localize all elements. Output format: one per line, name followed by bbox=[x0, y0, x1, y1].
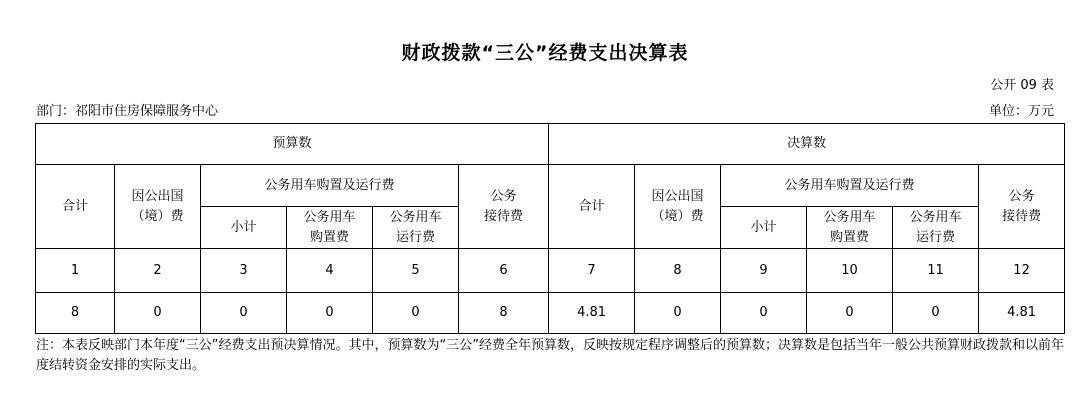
table-row bbox=[36, 293, 1065, 334]
value-cell: 0 bbox=[807, 293, 893, 334]
index-cell: 12 bbox=[979, 249, 1065, 293]
budget-vehicle-group-header: 公务用车购置及运行费 bbox=[201, 165, 459, 207]
index-cell: 5 bbox=[373, 249, 459, 293]
final-operation-header: 公务用车 运行费 bbox=[893, 207, 979, 249]
budget-operation-header: 公务用车 运行费 bbox=[373, 207, 459, 249]
index-cell: 1 bbox=[36, 249, 115, 293]
footnote: 注：本表反映部门本年度“三公”经费支出预决算情况。其中，预算数为“三公”经费全年预算数，反映按规定程序调整后的预算数；决算数是包括当年一般公共预算财政拨款和以前年度结转资金安排的实际支出。 bbox=[36, 338, 1064, 373]
value-cell: 0 bbox=[287, 293, 373, 334]
page-title: 财政拨款“三公”经费支出决算表 bbox=[401, 42, 689, 64]
budget-subtotal-header: 小计 bbox=[201, 207, 287, 249]
index-cell: 10 bbox=[807, 249, 893, 293]
expense-table bbox=[35, 123, 1065, 334]
index-cell: 8 bbox=[635, 249, 721, 293]
value-cell: 8 bbox=[459, 293, 549, 334]
budget-purchase-header: 公务用车 购置费 bbox=[287, 207, 373, 249]
index-cell: 11 bbox=[893, 249, 979, 293]
value-cell: 8 bbox=[36, 293, 115, 334]
form-number: 公开 09 表 bbox=[990, 78, 1054, 93]
index-cell: 2 bbox=[115, 249, 201, 293]
index-cell: 4 bbox=[287, 249, 373, 293]
table-header-row bbox=[36, 165, 1065, 207]
final-reception-header: 公务 接待费 bbox=[979, 165, 1065, 249]
final-abroad-header: 因公出国 （境）费 bbox=[635, 165, 721, 249]
final-subtotal-header: 小计 bbox=[721, 207, 807, 249]
value-cell: 0 bbox=[893, 293, 979, 334]
value-cell: 0 bbox=[373, 293, 459, 334]
final-header: 决算数 bbox=[549, 124, 1065, 165]
value-cell: 4.81 bbox=[549, 293, 635, 334]
final-vehicle-group-header: 公务用车购置及运行费 bbox=[721, 165, 979, 207]
final-purchase-header: 公务用车 购置费 bbox=[807, 207, 893, 249]
index-cell: 6 bbox=[459, 249, 549, 293]
final-total-header: 合计 bbox=[549, 165, 635, 249]
budget-header: 预算数 bbox=[36, 124, 549, 165]
value-cell: 0 bbox=[201, 293, 287, 334]
budget-abroad-header: 因公出国 （境）费 bbox=[115, 165, 201, 249]
budget-reception-header: 公务 接待费 bbox=[459, 165, 549, 249]
table-row bbox=[36, 249, 1065, 293]
index-cell: 7 bbox=[549, 249, 635, 293]
value-cell: 0 bbox=[635, 293, 721, 334]
value-cell: 4.81 bbox=[979, 293, 1065, 334]
value-cell: 0 bbox=[115, 293, 201, 334]
table-header-row bbox=[36, 124, 1065, 165]
value-cell: 0 bbox=[721, 293, 807, 334]
budget-total-header: 合计 bbox=[36, 165, 115, 249]
index-cell: 3 bbox=[201, 249, 287, 293]
department-label: 部门：祁阳市住房保障服务中心 bbox=[36, 104, 219, 119]
index-cell: 9 bbox=[721, 249, 807, 293]
unit-label: 单位：万元 bbox=[988, 104, 1054, 119]
